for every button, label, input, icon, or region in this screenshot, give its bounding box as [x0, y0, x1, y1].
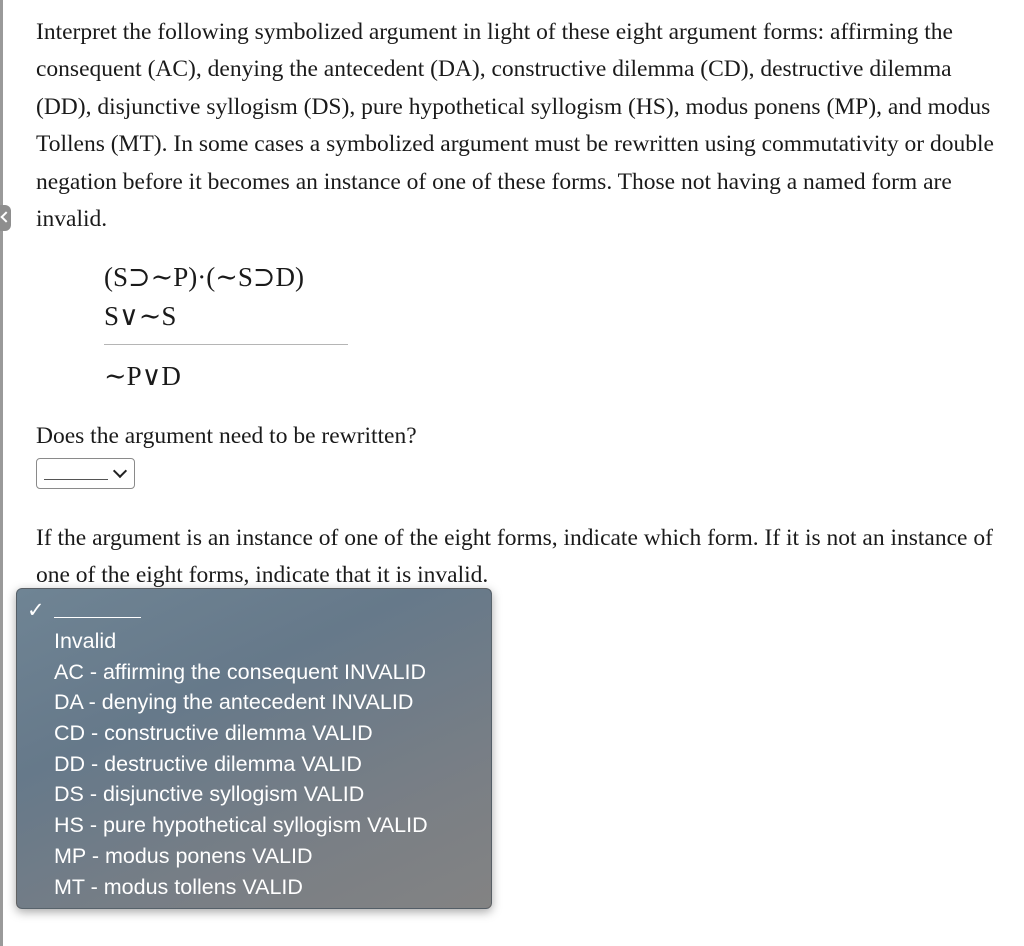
conclusion: ∼P∨D: [104, 361, 181, 391]
premise-1: (S⊃∼P)·(∼S⊃D): [104, 262, 304, 292]
dropdown-option[interactable]: DS - disjunctive syllogism VALID: [54, 782, 365, 807]
rewrite-select-value: [44, 479, 108, 480]
instructions-text: Interpret the following symbolized argument in light of these eight argument forms: affirming the consequent (AC), denying the antecedent (DA), constructive dilemma (CD), destructive dilemma (DD), disjunctive syllogism (DS), pure hypothetical syllogism (HS), modus ponens (MP), and modus Tollens (MT). In some cases a symbolized argument must be rewritten using commutativity or double negation before it becomes an instance of one of these forms. Those not having a named form are invalid.: [36, 19, 994, 233]
dropdown-option[interactable]: HS - pure hypothetical syllogism VALID: [54, 813, 428, 838]
dropdown-option[interactable]: Invalid: [54, 629, 117, 653]
dropdown-option[interactable]: DD - destructive dilemma VALID: [54, 751, 362, 776]
window-left-edge: [0, 0, 3, 946]
blank-option-line: [54, 617, 141, 618]
dropdown-option[interactable]: CD - constructive dilemma VALID: [54, 721, 373, 746]
chevron-down-icon: [113, 464, 127, 478]
collapse-panel-tab[interactable]: [0, 205, 11, 231]
dropdown-option[interactable]: AC - affirming the consequent INVALID: [54, 659, 427, 684]
checkmark-icon: ✓: [27, 598, 45, 622]
form-question: If the argument is an instance of one of the eight forms, indicate which form. If it is not an instance of one of the eight forms, indicate that it is invalid.: [36, 525, 993, 589]
dropdown-option-blank[interactable]: [17, 595, 491, 625]
dropdown-option[interactable]: DA - denying the antecedent INVALID: [54, 690, 414, 715]
form-dropdown-menu[interactable]: [16, 588, 492, 909]
rewrite-question: Does the argument need to be rewritten?: [36, 423, 417, 449]
rewrite-select[interactable]: [36, 458, 135, 489]
dropdown-options: [54, 626, 428, 902]
dropdown-option[interactable]: MT - modus tollens VALID: [54, 874, 303, 899]
premise-2: S∨∼S: [104, 301, 177, 331]
conclusion-divider: [104, 344, 348, 345]
dropdown-option[interactable]: MP - modus ponens VALID: [54, 843, 313, 868]
